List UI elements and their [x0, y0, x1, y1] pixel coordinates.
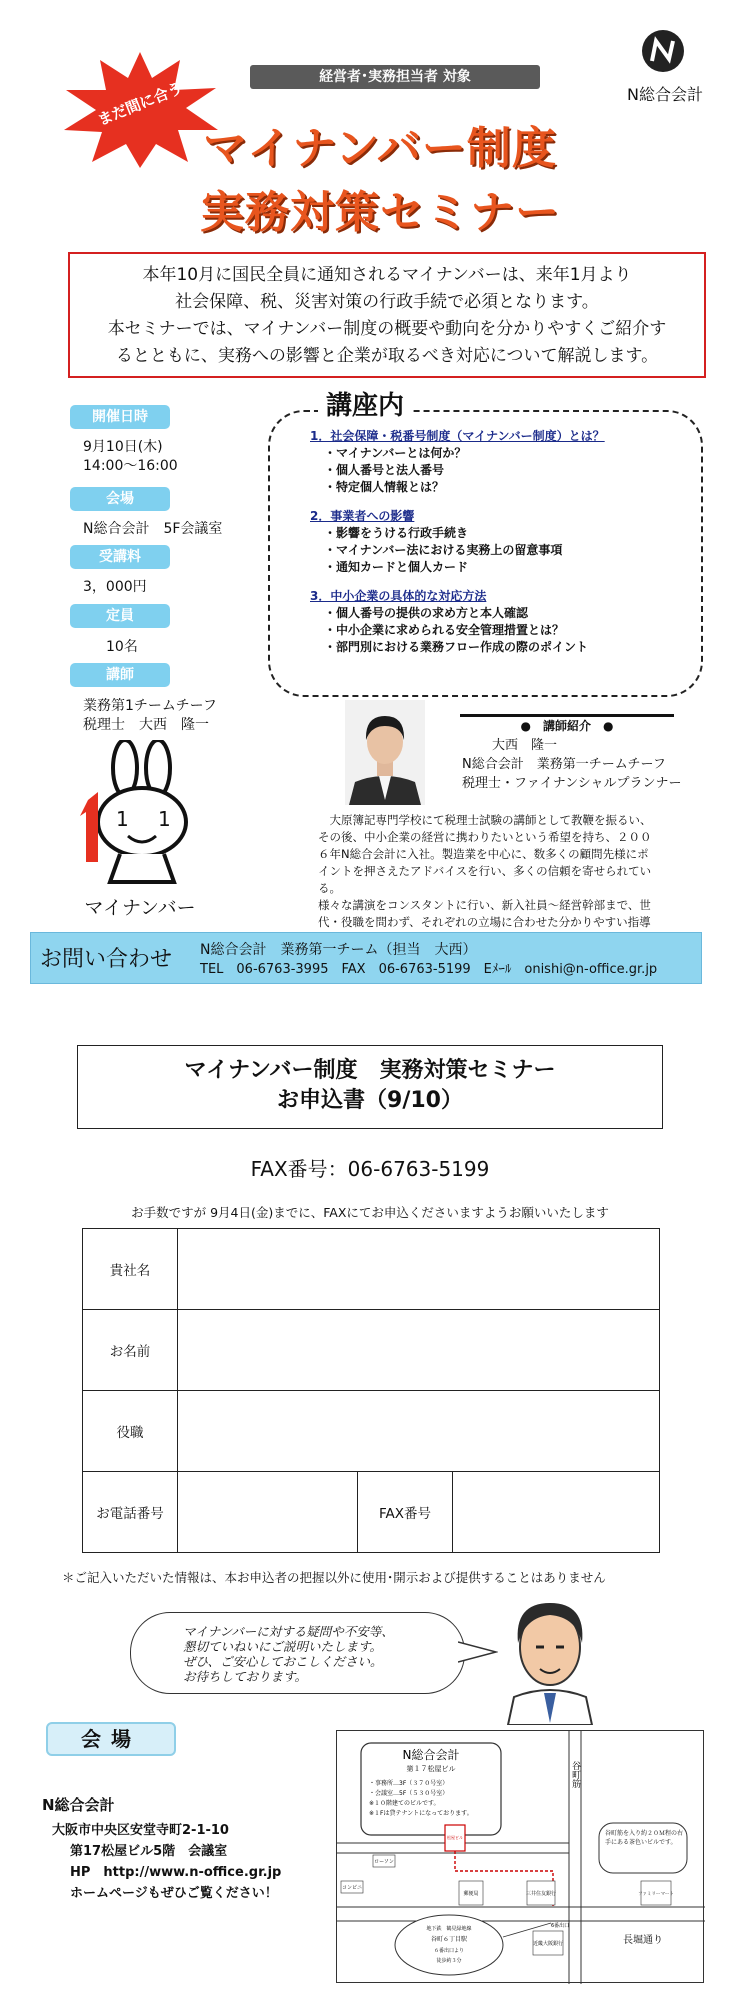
venue-building: 第17松屋ビル5階 会議室: [70, 1844, 228, 1859]
map-street-v: 谷町筋: [570, 1761, 580, 1788]
badge-text: まだ間に合う: [95, 78, 186, 130]
venue-homepage-link[interactable]: HP http://www.n-office.gr.jp: [70, 1865, 282, 1880]
audience-banner: 経営者･実務担当者 対象: [250, 65, 540, 89]
company-field[interactable]: [178, 1229, 660, 1310]
course-section-heading: 3．中小企業の具体的な対応方法: [310, 589, 487, 603]
lecturer-caricature-icon: [500, 1585, 600, 1725]
course-item: ・個人番号の提供の求め方と本人確認: [324, 606, 529, 620]
message-line: 懇切ていねいにご説明いたします。: [183, 1639, 383, 1654]
capacity-tag: 定員: [70, 604, 170, 628]
lecturer-tag: 講師: [70, 663, 170, 687]
lecturer-name: 税理士 大西 隆一: [83, 717, 209, 733]
company-logo-text: N総合会計: [627, 85, 703, 104]
map-street-h: 長堀通り: [623, 1935, 663, 1946]
message-line: ぜひ、ご安心しておこしください。: [183, 1654, 383, 1669]
map-station: 谷町６丁目駅: [430, 1936, 468, 1943]
course-title: 講座内: [318, 385, 412, 422]
capacity-text: 10名: [106, 639, 138, 655]
lecturer-detail-role: N総合会計 業務第一チームチーフ: [462, 757, 666, 772]
map-bank: 近畿大阪銀行: [532, 1941, 564, 1947]
page-title-line2: 実務対策セミナー: [200, 187, 560, 238]
fax-label: FAX番号: [358, 1472, 453, 1553]
lecturer-detail-name: 大西 隆一: [492, 738, 558, 753]
date-text: 9月10日(木): [83, 439, 163, 455]
venue-section-tag: 会場: [46, 1722, 176, 1756]
map-box-line: ・事務所…3F（３７０号室）: [369, 1780, 449, 1787]
course-item: ・通知カードと個人カード: [324, 560, 469, 574]
form-title: [77, 1045, 663, 1129]
time-text: 14:00～16:00: [83, 458, 178, 474]
map-venue-label: 松屋ビル: [447, 1835, 463, 1840]
form-title-line1: マイナンバー制度 実務対策セミナー: [184, 1058, 556, 1083]
message-line: マイナンバーに対する疑問や不安等、: [183, 1624, 394, 1639]
name-label: お名前: [83, 1310, 178, 1391]
venue-company-name: N総合会計: [42, 1796, 115, 1814]
intro-line: るとともに、実務への影響と企業が取るべき対応について解説します。: [115, 346, 659, 366]
bio-line: 大原簿記専門学校にて税理士試験の講師として教鞭を振るい、: [318, 813, 652, 827]
intro-line: 本年10月に国民全員に通知されるマイナンバーは、来年1月より: [142, 265, 632, 285]
phone-label: お電話番号: [83, 1472, 178, 1553]
access-map: [336, 1730, 704, 1983]
course-item: ・マイナンバーとは何か？: [324, 446, 467, 460]
page-title-line1: マイナンバー制度: [203, 123, 557, 174]
map-drawing: [337, 1731, 705, 1984]
map-box-line: ※１Fは貸テナントになっております。: [369, 1810, 473, 1817]
contact-label: お問い合わせ: [40, 947, 173, 972]
map-note: 谷町筋を入り約２０Ｍ程の右手にある茶色いビルです。: [605, 1830, 683, 1846]
phone-field[interactable]: [178, 1472, 358, 1553]
application-form-table: [82, 1228, 660, 1553]
fee-tag: 受講料: [70, 545, 170, 569]
map-bank: 三井住友銀行: [525, 1891, 557, 1897]
deadline-note: お手数ですが 9月4日(金)までに、FAXにてお申込くださいますようお願いいたします: [131, 1205, 609, 1220]
mynumber-mascot-icon: [70, 740, 210, 885]
intro-line: 社会保障、税、災害対策の行政手続で必須となります。: [175, 292, 599, 312]
svg-text:1: 1: [116, 807, 129, 831]
fax-field[interactable]: [453, 1472, 660, 1553]
intro-line: 本セミナーでは、マイナンバー制度の概要や動向を分かりやすくご紹介す: [107, 319, 667, 339]
course-item: ・影響をうける行政手続き: [324, 526, 469, 540]
bio-line: 代・役職を問わず、それぞれの立場に合わせた分かりやすい指導: [318, 915, 651, 929]
position-label: 役職: [83, 1391, 178, 1472]
fee-text: 3，000円: [83, 579, 147, 595]
venue-text: N総合会計 5F会議室: [83, 521, 223, 537]
course-item: ・マイナンバー法における実務上の留意事項: [324, 543, 563, 557]
map-box-title: N総合会計: [402, 1748, 460, 1762]
contact-numbers: TEL 06-6763-3995 FAX 06-6763-5199 Eﾒｰﾙ onishi@n-office.gr.jp: [200, 962, 658, 977]
position-field[interactable]: [178, 1391, 660, 1472]
form-title-line2: お申込書（9/10）: [277, 1088, 463, 1113]
course-item: ・特定個人情報とは？: [324, 480, 445, 494]
course-list: [310, 428, 700, 656]
company-label: 貴社名: [83, 1229, 178, 1310]
venue-address: 大阪市中央区安堂寺町2-1-10: [52, 1823, 229, 1838]
company-logo-icon: [640, 28, 686, 74]
map-post: 郵便局: [463, 1891, 479, 1897]
venue-cta: ホームページもぜひご覧ください！: [70, 1886, 278, 1901]
map-box-line: ※１０階建てのビルです。: [369, 1800, 440, 1807]
name-field[interactable]: [178, 1310, 660, 1391]
map-station: 徒歩約３分: [436, 1958, 462, 1964]
speech-bubble-tail-icon: [458, 1640, 498, 1664]
lecturer-heading: ● 講師紹介 ●: [460, 714, 674, 734]
venue-details: [52, 1820, 281, 1904]
course-item: ・中小企業に求められる安全管理措置とは？: [324, 623, 565, 637]
course-section-heading: 2．事業者への影響: [310, 509, 415, 523]
date-tag: 開催日時: [70, 405, 170, 429]
map-shop: ローソン: [374, 1859, 394, 1865]
course-section-heading: 1．社会保障・税番号制度（マイナンバー制度）とは？: [310, 429, 605, 443]
privacy-note: ＊ご記入いただいた情報は、本お申込者の把握以外に使用･開示および提供することはありません: [62, 1570, 606, 1585]
map-shop: ファミリーマート: [638, 1892, 674, 1897]
venue-tag: 会場: [70, 487, 170, 511]
lecturer-photo: [345, 700, 425, 805]
mascot-name: マイナンバー: [84, 897, 196, 919]
map-box-sub: 第１７松屋ビル: [406, 1765, 456, 1773]
intro-box: [68, 252, 706, 378]
svg-text:1: 1: [158, 807, 171, 831]
lecturer-details: [462, 736, 682, 793]
map-box-line: ・会議室…5F（５３０号室）: [369, 1790, 449, 1797]
bio-line: 様々な講演をコンスタントに行い、新入社員～経営幹部まで、世: [318, 898, 651, 912]
message-text: [183, 1624, 394, 1684]
lecturer-role: 業務第1チームチーフ: [83, 698, 217, 714]
message-line: お待ちしております。: [183, 1669, 308, 1684]
map-shop: コンビニ: [341, 1885, 363, 1891]
map-station: ６番出口より: [433, 1948, 465, 1954]
lecturer-bio: [318, 812, 708, 931]
map-station: 地下鉄 鶴見緑地線: [426, 1926, 472, 1932]
bio-line: ６年N総合会計に入社。製造業を中心に、数多くの顧問先様にポ: [318, 847, 649, 861]
course-item: ・部門別における業務フロー作成の際のポイント: [324, 640, 589, 654]
contact-team: N総合会計 業務第一チーム（担当 大西）: [200, 942, 477, 958]
fax-number: FAX番号：06-6763-5199: [250, 1157, 490, 1181]
bio-line: その後、中小企業の経営に携わりたいという希望を持ち、２００: [318, 830, 652, 844]
bio-line: イントを押さえたアドバイスを行い、多くの信頼を寄せられてい: [318, 864, 652, 878]
map-exit: 6番出口: [551, 1923, 570, 1929]
bio-line: る。: [318, 881, 341, 895]
course-item: ・個人番号と法人番号: [324, 463, 445, 477]
lecturer-detail-title: 税理士・ファイナンシャルプランナー: [462, 776, 682, 791]
